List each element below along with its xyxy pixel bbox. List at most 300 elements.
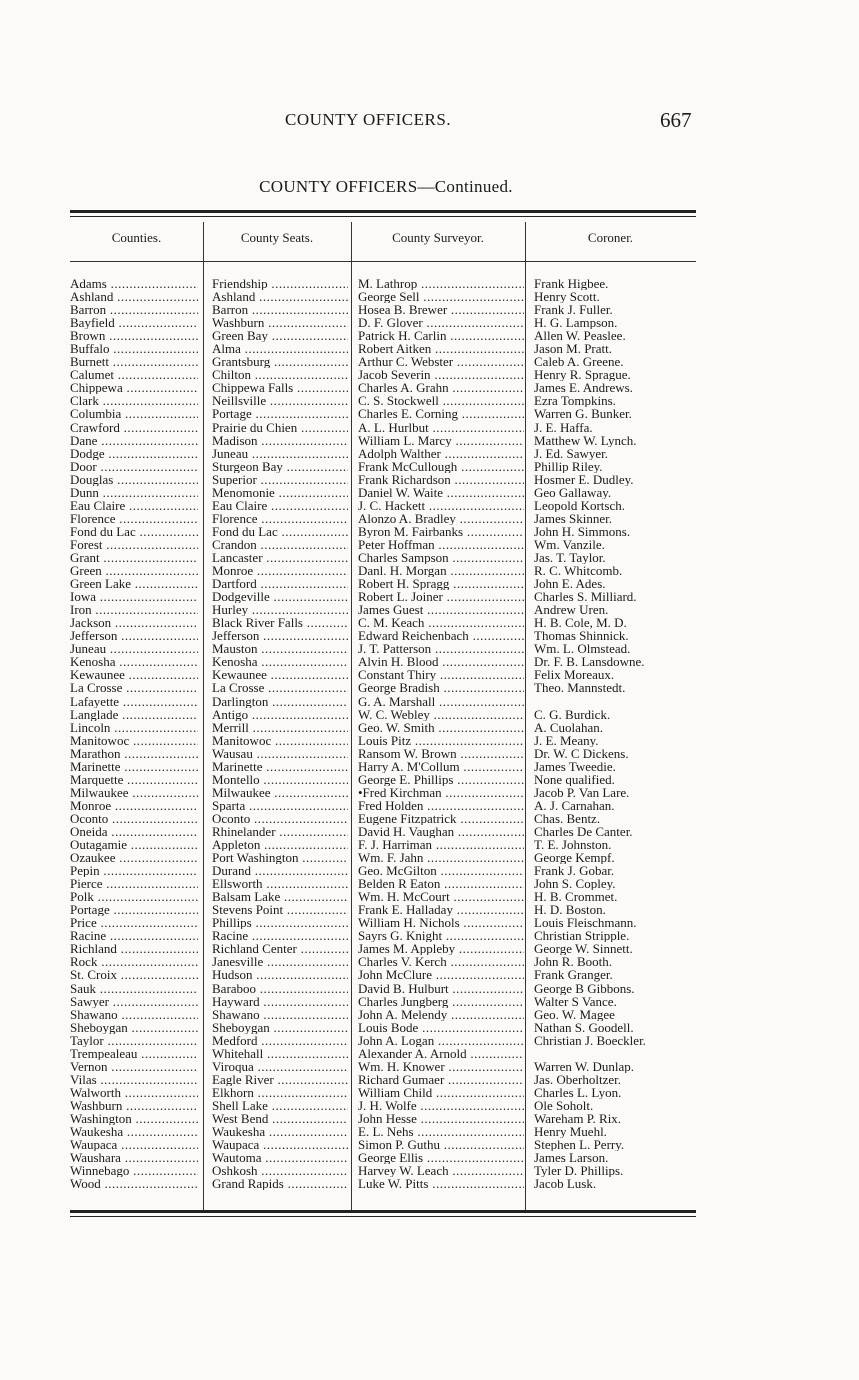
- county-cell: Forest .....: [70, 538, 198, 551]
- surveyor-cell: Harvey W. Leach .....: [358, 1164, 524, 1177]
- county-seat-cell: Sturgeon Bay .....: [212, 460, 348, 473]
- surveyor-cell: Ransom W. Brown .....: [358, 747, 524, 760]
- coroner-cell: Thomas Shinnick.: [534, 629, 629, 643]
- county-cell: Sauk .....: [70, 982, 198, 995]
- table-body: [70, 277, 696, 1190]
- coroner-cell: Jas. Oberholtzer.: [534, 1072, 622, 1086]
- county-cell: Vilas .....: [70, 1073, 198, 1086]
- county-seat-cell: Ellsworth .....: [212, 877, 348, 890]
- county-seat-cell: Richland Center .....: [212, 942, 348, 955]
- county-seat-cell: Shawano .....: [212, 1008, 348, 1021]
- surveyor-cell: Arthur C. Webster .....: [358, 355, 524, 368]
- table-row: [70, 1177, 696, 1190]
- coroner-cell: H. B. Cole, M. D.: [534, 616, 627, 630]
- table-row: [70, 421, 696, 434]
- county-seat-cell: Chilton .....: [212, 368, 348, 381]
- county-cell: Fond du Lac .....: [70, 525, 198, 538]
- surveyor-cell: George Ellis .....: [358, 1151, 524, 1164]
- coroner-cell: Frank Higbee.: [534, 277, 609, 291]
- county-cell: Polk .....: [70, 890, 198, 903]
- county-seat-cell: Sparta .....: [212, 799, 348, 812]
- county-cell: Waupaca .....: [70, 1138, 198, 1151]
- surveyor-cell: J. T. Patterson .....: [358, 642, 524, 655]
- table-row: [70, 290, 696, 303]
- county-cell: Washington .....: [70, 1112, 198, 1125]
- surveyor-cell: Geo. W. Smith .....: [358, 721, 524, 734]
- county-seat-cell: Phillips .....: [212, 916, 348, 929]
- surveyor-cell: Frank McCullough .....: [358, 460, 524, 473]
- table-row: [70, 799, 696, 812]
- surveyor-cell: W. C. Webley .....: [358, 708, 524, 721]
- coroner-cell: George B Gibbons.: [534, 981, 635, 995]
- header-county-surveyor: County Surveyor.: [392, 230, 484, 245]
- table-row: [70, 708, 696, 721]
- county-cell: Sawyer .....: [70, 995, 198, 1008]
- table-row: [70, 655, 696, 668]
- county-seat-cell: Montello .....: [212, 773, 348, 786]
- county-cell: Green .....: [70, 564, 198, 577]
- county-cell: Door .....: [70, 460, 198, 473]
- coroner-cell: Dr. W. C Dickens.: [534, 746, 629, 760]
- table-row: [70, 825, 696, 838]
- surveyor-cell: Hosea B. Brewer .....: [358, 303, 524, 316]
- table-row: [70, 564, 696, 577]
- coroner-cell: Dr. F. B. Lansdowne.: [534, 655, 645, 669]
- county-cell: Columbia .....: [70, 407, 198, 420]
- table-row: [70, 1060, 696, 1073]
- running-head: COUNTY OFFICERS.: [285, 110, 452, 129]
- county-cell: Dane .....: [70, 434, 198, 447]
- coroner-cell: Frank J. Gobar.: [534, 864, 615, 878]
- surveyor-cell: Robert Aitken .....: [358, 342, 524, 355]
- table-header: [70, 230, 696, 250]
- coroner-cell: H. G. Lampson.: [534, 316, 618, 330]
- table-row: [70, 773, 696, 786]
- county-seat-cell: Whitehall .....: [212, 1047, 348, 1060]
- coroner-cell: Warren G. Bunker.: [534, 407, 632, 421]
- county-cell: Barron .....: [70, 303, 198, 316]
- surveyor-cell: George E. Phillips .....: [358, 773, 524, 786]
- county-cell: Lincoln .....: [70, 721, 198, 734]
- county-seat-cell: Elkhorn .....: [212, 1086, 348, 1099]
- table-row: [70, 1073, 696, 1086]
- surveyor-cell: A. L. Hurlbut .....: [358, 421, 524, 434]
- surveyor-cell: Peter Hoffman .....: [358, 538, 524, 551]
- table-row: [70, 982, 696, 995]
- table-row: [70, 668, 696, 681]
- table-row: [70, 968, 696, 981]
- table-row: [70, 695, 696, 708]
- surveyor-cell: Wm. H. McCourt .....: [358, 890, 524, 903]
- surveyor-cell: Louis Pitz .....: [358, 734, 524, 747]
- county-seat-cell: Rhinelander .....: [212, 825, 348, 838]
- county-cell: Sheboygan .....: [70, 1021, 198, 1034]
- surveyor-cell: James M. Appleby .....: [358, 942, 524, 955]
- surveyor-cell: Jacob Severin .....: [358, 368, 524, 381]
- coroner-cell: Christian Stripple.: [534, 929, 630, 943]
- coroner-cell: None qualified.: [534, 772, 615, 786]
- table-row: [70, 1164, 696, 1177]
- table-row: [70, 890, 696, 903]
- coroner-cell: Nathan S. Goodell.: [534, 1020, 634, 1034]
- table-row: [70, 838, 696, 851]
- coroner-cell: John R. Booth.: [534, 955, 613, 969]
- table-row: [70, 955, 696, 968]
- county-cell: Iron .....: [70, 603, 198, 616]
- table-row: [70, 590, 696, 603]
- surveyor-cell: Charles A. Grahn .....: [358, 381, 524, 394]
- county-seat-cell: Mauston .....: [212, 642, 348, 655]
- table-row: [70, 1021, 696, 1034]
- coroner-cell: Jacob P. Van Lare.: [534, 785, 630, 799]
- coroner-cell: Geo. W. Magee: [534, 1007, 615, 1021]
- county-seat-cell: Jefferson .....: [212, 629, 348, 642]
- table-row: [70, 851, 696, 864]
- coroner-cell: Leopold Kortsch.: [534, 498, 625, 512]
- table-row: [70, 929, 696, 942]
- county-seat-cell: Grantsburg .....: [212, 355, 348, 368]
- coroner-cell: Charles De Canter.: [534, 824, 633, 839]
- coroner-cell: J. Ed. Sawyer.: [534, 446, 609, 460]
- table-row: [70, 1099, 696, 1112]
- county-cell: Oneida .....: [70, 825, 198, 838]
- table-row: [70, 760, 696, 773]
- table-row: [70, 434, 696, 447]
- county-cell: Jackson .....: [70, 616, 198, 629]
- surveyor-cell: Edward Reichenbach .....: [358, 629, 524, 642]
- county-seat-cell: Kenosha .....: [212, 655, 348, 668]
- county-seat-cell: Waukesha .....: [212, 1125, 348, 1138]
- table-row: [70, 394, 696, 407]
- county-seat-cell: Grand Rapids .....: [212, 1177, 348, 1190]
- table-bottom-rule: [70, 1210, 696, 1217]
- header-rule: [70, 261, 696, 262]
- coroner-cell: Andrew Uren.: [534, 603, 609, 617]
- table-row: [70, 460, 696, 473]
- county-cell: Pierce .....: [70, 877, 198, 890]
- county-seat-cell: Portage .....: [212, 407, 348, 420]
- county-seat-cell: Shell Lake .....: [212, 1099, 348, 1112]
- coroner-cell: James Tweedie.: [534, 759, 616, 773]
- header-county-seats: County Seats.: [240, 230, 314, 245]
- county-cell: Iowa .....: [70, 590, 198, 603]
- coroner-cell: James Skinner.: [534, 511, 612, 525]
- surveyor-cell: Eugene Fitzpatrick .....: [358, 812, 524, 825]
- surveyor-cell: David B. Hulburt .....: [358, 982, 524, 995]
- surveyor-cell: F. J. Harriman .....: [358, 838, 524, 851]
- county-cell: Clark .....: [70, 394, 198, 407]
- coroner-cell: John S. Copley.: [534, 877, 616, 891]
- county-seat-cell: Kewaunee .....: [212, 668, 348, 681]
- surveyor-cell: Fred Holden .....: [358, 799, 524, 812]
- county-seat-cell: La Crosse .....: [212, 681, 348, 694]
- coroner-cell: T. E. Johnston.: [534, 838, 612, 852]
- county-cell: Shawano .....: [70, 1008, 198, 1021]
- coroner-cell: Frank J. Fuller.: [534, 303, 613, 317]
- table-row: [70, 1151, 696, 1164]
- surveyor-cell: Alvin H. Blood .....: [358, 655, 524, 668]
- county-seat-cell: Madison .....: [212, 434, 348, 447]
- county-cell: Kenosha .....: [70, 655, 198, 668]
- surveyor-cell: G. A. Marshall .....: [358, 695, 524, 708]
- county-seat-cell: Florence .....: [212, 512, 348, 525]
- county-cell: Juneau .....: [70, 642, 198, 655]
- county-seat-cell: Marinette .....: [212, 760, 348, 773]
- table-title: COUNTY OFFICERS—Continued.: [259, 177, 513, 196]
- county-cell: Jefferson .....: [70, 629, 198, 642]
- coroner-cell: Louis Fleischmann.: [534, 916, 637, 930]
- county-seat-cell: Antigo .....: [212, 708, 348, 721]
- county-cell: Washburn .....: [70, 1099, 198, 1112]
- surveyor-cell: William Child .....: [358, 1086, 524, 1099]
- table-row: [70, 1047, 696, 1060]
- table-row: [70, 1034, 696, 1047]
- table-row: [70, 368, 696, 381]
- county-seat-cell: Appleton .....: [212, 838, 348, 851]
- county-cell: Waushara .....: [70, 1151, 198, 1164]
- county-seat-cell: Eau Claire .....: [212, 499, 348, 512]
- county-cell: Ozaukee .....: [70, 851, 198, 864]
- header-coroner: Coroner.: [587, 230, 634, 245]
- county-cell: Brown .....: [70, 329, 198, 342]
- surveyor-cell: David H. Vaughan .....: [358, 825, 524, 838]
- county-seat-cell: Sheboygan .....: [212, 1021, 348, 1034]
- surveyor-cell: William L. Marcy .....: [358, 434, 524, 447]
- coroner-cell: George Kempf.: [534, 851, 615, 865]
- surveyor-cell: Alexander A. Arnold .....: [358, 1047, 524, 1060]
- table-row: [70, 512, 696, 525]
- county-cell: Outagamie .....: [70, 838, 198, 851]
- coroner-cell: J. E. Haffa.: [534, 420, 593, 434]
- table-row: [70, 642, 696, 655]
- surveyor-cell: John Hesse .....: [358, 1112, 524, 1125]
- coroner-cell: Jason M. Pratt.: [534, 342, 612, 356]
- table-row: [70, 629, 696, 642]
- surveyor-cell: John McClure .....: [358, 968, 524, 981]
- table-row: [70, 995, 696, 1008]
- surveyor-cell: Charles Jungberg .....: [358, 995, 524, 1008]
- coroner-cell: Frank Granger.: [534, 968, 613, 982]
- county-cell: Ashland .....: [70, 290, 198, 303]
- surveyor-cell: Adolph Walther .....: [358, 447, 524, 460]
- county-seat-cell: Lancaster .....: [212, 551, 348, 564]
- surveyor-cell: William H. Nichols .....: [358, 916, 524, 929]
- county-seat-cell: Medford .....: [212, 1034, 348, 1047]
- table-row: [70, 577, 696, 590]
- county-seat-cell: Alma .....: [212, 342, 348, 355]
- table-row: [70, 916, 696, 929]
- table-row: [70, 355, 696, 368]
- surveyor-cell: John A. Logan .....: [358, 1034, 524, 1047]
- county-seat-cell: Superior .....: [212, 473, 348, 486]
- table-row: [70, 551, 696, 564]
- county-seat-cell: Hurley .....: [212, 603, 348, 616]
- table-top-rule: [70, 210, 696, 217]
- county-seat-cell: Port Washington .....: [212, 851, 348, 864]
- coroner-cell: C. G. Burdick.: [534, 707, 611, 721]
- table-row: [70, 681, 696, 694]
- surveyor-cell: Geo. McGilton .....: [358, 864, 524, 877]
- coroner-cell: Felix Moreaux.: [534, 668, 615, 682]
- surveyor-cell: Simon P. Guthu .....: [358, 1138, 524, 1151]
- county-cell: Green Lake .....: [70, 577, 198, 590]
- table-row: [70, 747, 696, 760]
- surveyor-cell: •Fred Kirchman .....: [358, 786, 524, 799]
- county-seat-cell: Prairie du Chien .....: [212, 421, 348, 434]
- surveyor-cell: M. Lathrop .....: [358, 277, 524, 290]
- county-seat-cell: Fond du Lac .....: [212, 525, 348, 538]
- table-row: [70, 1008, 696, 1021]
- coroner-cell: Henry Scott.: [534, 290, 600, 304]
- surveyor-cell: C. S. Stockwell .....: [358, 394, 524, 407]
- surveyor-cell: Frank Richardson .....: [358, 473, 524, 486]
- coroner-cell: George W. Sinnett.: [534, 942, 633, 956]
- table-row: [70, 525, 696, 538]
- surveyor-cell: E. L. Nehs .....: [358, 1125, 524, 1138]
- county-seat-cell: Balsam Lake .....: [212, 890, 348, 903]
- coroner-cell: Warren W. Dunlap.: [534, 1059, 635, 1073]
- surveyor-cell: C. M. Keach .....: [358, 616, 524, 629]
- county-seat-cell: Durand .....: [212, 864, 348, 877]
- coroner-cell: Theo. Mannstedt.: [534, 681, 626, 695]
- coroner-cell: John H. Simmons.: [534, 524, 631, 538]
- surveyor-cell: Richard Gumaer .....: [358, 1073, 524, 1086]
- county-cell: Pepin .....: [70, 864, 198, 877]
- county-cell: Calumet .....: [70, 368, 198, 381]
- county-seat-cell: Dartford .....: [212, 577, 348, 590]
- coroner-cell: Stephen L. Perry.: [534, 1138, 625, 1152]
- county-seat-cell: Chippewa Falls .....: [212, 381, 348, 394]
- coroner-cell: Ezra Tompkins.: [534, 394, 616, 408]
- table-row: [70, 1138, 696, 1151]
- table-row: [70, 877, 696, 890]
- coroner-cell: Phillip Riley.: [534, 459, 603, 473]
- county-cell: Bayfield .....: [70, 316, 198, 329]
- county-cell: Langlade .....: [70, 708, 198, 721]
- coroner-cell: James Larson.: [534, 1151, 609, 1165]
- surveyor-cell: George Bradish .....: [358, 681, 524, 694]
- county-cell: Adams .....: [70, 277, 198, 290]
- surveyor-cell: D. F. Glover .....: [358, 316, 524, 329]
- county-seat-cell: Racine .....: [212, 929, 348, 942]
- county-cell: Oconto .....: [70, 812, 198, 825]
- coroner-cell: Jas. T. Taylor.: [534, 550, 606, 565]
- coroner-cell: H. D. Boston.: [534, 903, 606, 917]
- county-seat-cell: Oconto .....: [212, 812, 348, 825]
- surveyor-cell: Belden R Eaton .....: [358, 877, 524, 890]
- surveyor-cell: George Sell .....: [358, 290, 524, 303]
- county-seat-cell: Hayward .....: [212, 995, 348, 1008]
- county-cell: Walworth .....: [70, 1086, 198, 1099]
- county-seat-cell: Dodgeville .....: [212, 590, 348, 603]
- surveyor-cell: Robert L. Joiner .....: [358, 590, 524, 603]
- county-cell: Lafayette .....: [70, 695, 198, 708]
- coroner-cell: Jacob Lusk.: [534, 1177, 597, 1191]
- county-seat-cell: Janesville .....: [212, 955, 348, 968]
- table-row: [70, 721, 696, 734]
- county-cell: Douglas .....: [70, 473, 198, 486]
- surveyor-cell: John A. Melendy .....: [358, 1008, 524, 1021]
- coroner-cell: Henry R. Sprague.: [534, 368, 631, 382]
- coroner-cell: Caleb A. Greene.: [534, 355, 624, 369]
- header-counties: Counties.: [111, 230, 162, 245]
- surveyor-cell: Wm. F. Jahn .....: [358, 851, 524, 864]
- county-cell: La Crosse .....: [70, 681, 198, 694]
- county-seat-cell: Merrill .....: [212, 721, 348, 734]
- table-row: [70, 447, 696, 460]
- coroner-cell: Geo Gallaway.: [534, 485, 612, 499]
- table-row: [70, 381, 696, 394]
- table-row: [70, 303, 696, 316]
- surveyor-cell: Constant Thiry .....: [358, 668, 524, 681]
- table-row: [70, 342, 696, 355]
- surveyor-cell: Charles Sampson .....: [358, 551, 524, 564]
- county-cell: Grant .....: [70, 551, 198, 564]
- table-row: [70, 486, 696, 499]
- coroner-cell: J. E. Meany.: [534, 733, 599, 747]
- county-seat-cell: Black River Falls .....: [212, 616, 348, 629]
- table-row: [70, 1086, 696, 1099]
- county-cell: Vernon .....: [70, 1060, 198, 1073]
- county-cell: Crawford .....: [70, 421, 198, 434]
- county-seat-cell: Hudson .....: [212, 968, 348, 981]
- county-cell: Dodge .....: [70, 447, 198, 460]
- county-seat-cell: Wautoma .....: [212, 1151, 348, 1164]
- coroner-cell: Wm. Vanzile.: [534, 537, 605, 551]
- county-seat-cell: Barron .....: [212, 303, 348, 316]
- county-cell: Price .....: [70, 916, 198, 929]
- coroner-cell: Charles S. Milliard.: [534, 590, 637, 604]
- surveyor-cell: Danl. H. Morgan .....: [358, 564, 524, 577]
- county-seat-cell: Manitowoc .....: [212, 734, 348, 747]
- county-cell: Dunn .....: [70, 486, 198, 499]
- surveyor-cell: James Guest .....: [358, 603, 524, 616]
- county-cell: Marinette .....: [70, 760, 198, 773]
- county-seat-cell: Milwaukee .....: [212, 786, 348, 799]
- coroner-cell: R. C. Whitcomb.: [534, 564, 623, 578]
- coroner-cell: Ole Soholt.: [534, 1098, 594, 1113]
- coroner-cell: John E. Ades.: [534, 577, 606, 591]
- table-row: [70, 903, 696, 916]
- coroner-cell: James E. Andrews.: [534, 381, 633, 395]
- coroner-cell: Matthew W. Lynch.: [534, 433, 637, 447]
- county-cell: Kewaunee .....: [70, 668, 198, 681]
- county-cell: Marquette .....: [70, 773, 198, 786]
- table-row: [70, 407, 696, 420]
- surveyor-cell: Alonzo A. Bradley .....: [358, 512, 524, 525]
- surveyor-cell: Sayrs G. Knight .....: [358, 929, 524, 942]
- surveyor-cell: Patrick H. Carlin .....: [358, 329, 524, 342]
- surveyor-cell: J. C. Hackett .....: [358, 499, 524, 512]
- county-cell: Trempealeau .....: [70, 1047, 198, 1060]
- table-row: [70, 499, 696, 512]
- surveyor-cell: Robert H. Spragg .....: [358, 577, 524, 590]
- county-seat-cell: Crandon .....: [212, 538, 348, 551]
- table-row: [70, 942, 696, 955]
- county-seat-cell: Washburn .....: [212, 316, 348, 329]
- coroner-cell: Wm. L. Olmstead.: [534, 642, 631, 656]
- coroner-cell: H. B. Crommet.: [534, 890, 618, 904]
- county-cell: Racine .....: [70, 929, 198, 942]
- table-row: [70, 277, 696, 290]
- county-cell: Milwaukee .....: [70, 786, 198, 799]
- surveyor-cell: Luke W. Pitts .....: [358, 1177, 524, 1190]
- county-seat-cell: Darlington .....: [212, 695, 348, 708]
- county-seat-cell: Baraboo .....: [212, 982, 348, 995]
- county-seat-cell: Green Bay .....: [212, 329, 348, 342]
- county-cell: Winnebago .....: [70, 1164, 198, 1177]
- surveyor-cell: Daniel W. Waite .....: [358, 486, 524, 499]
